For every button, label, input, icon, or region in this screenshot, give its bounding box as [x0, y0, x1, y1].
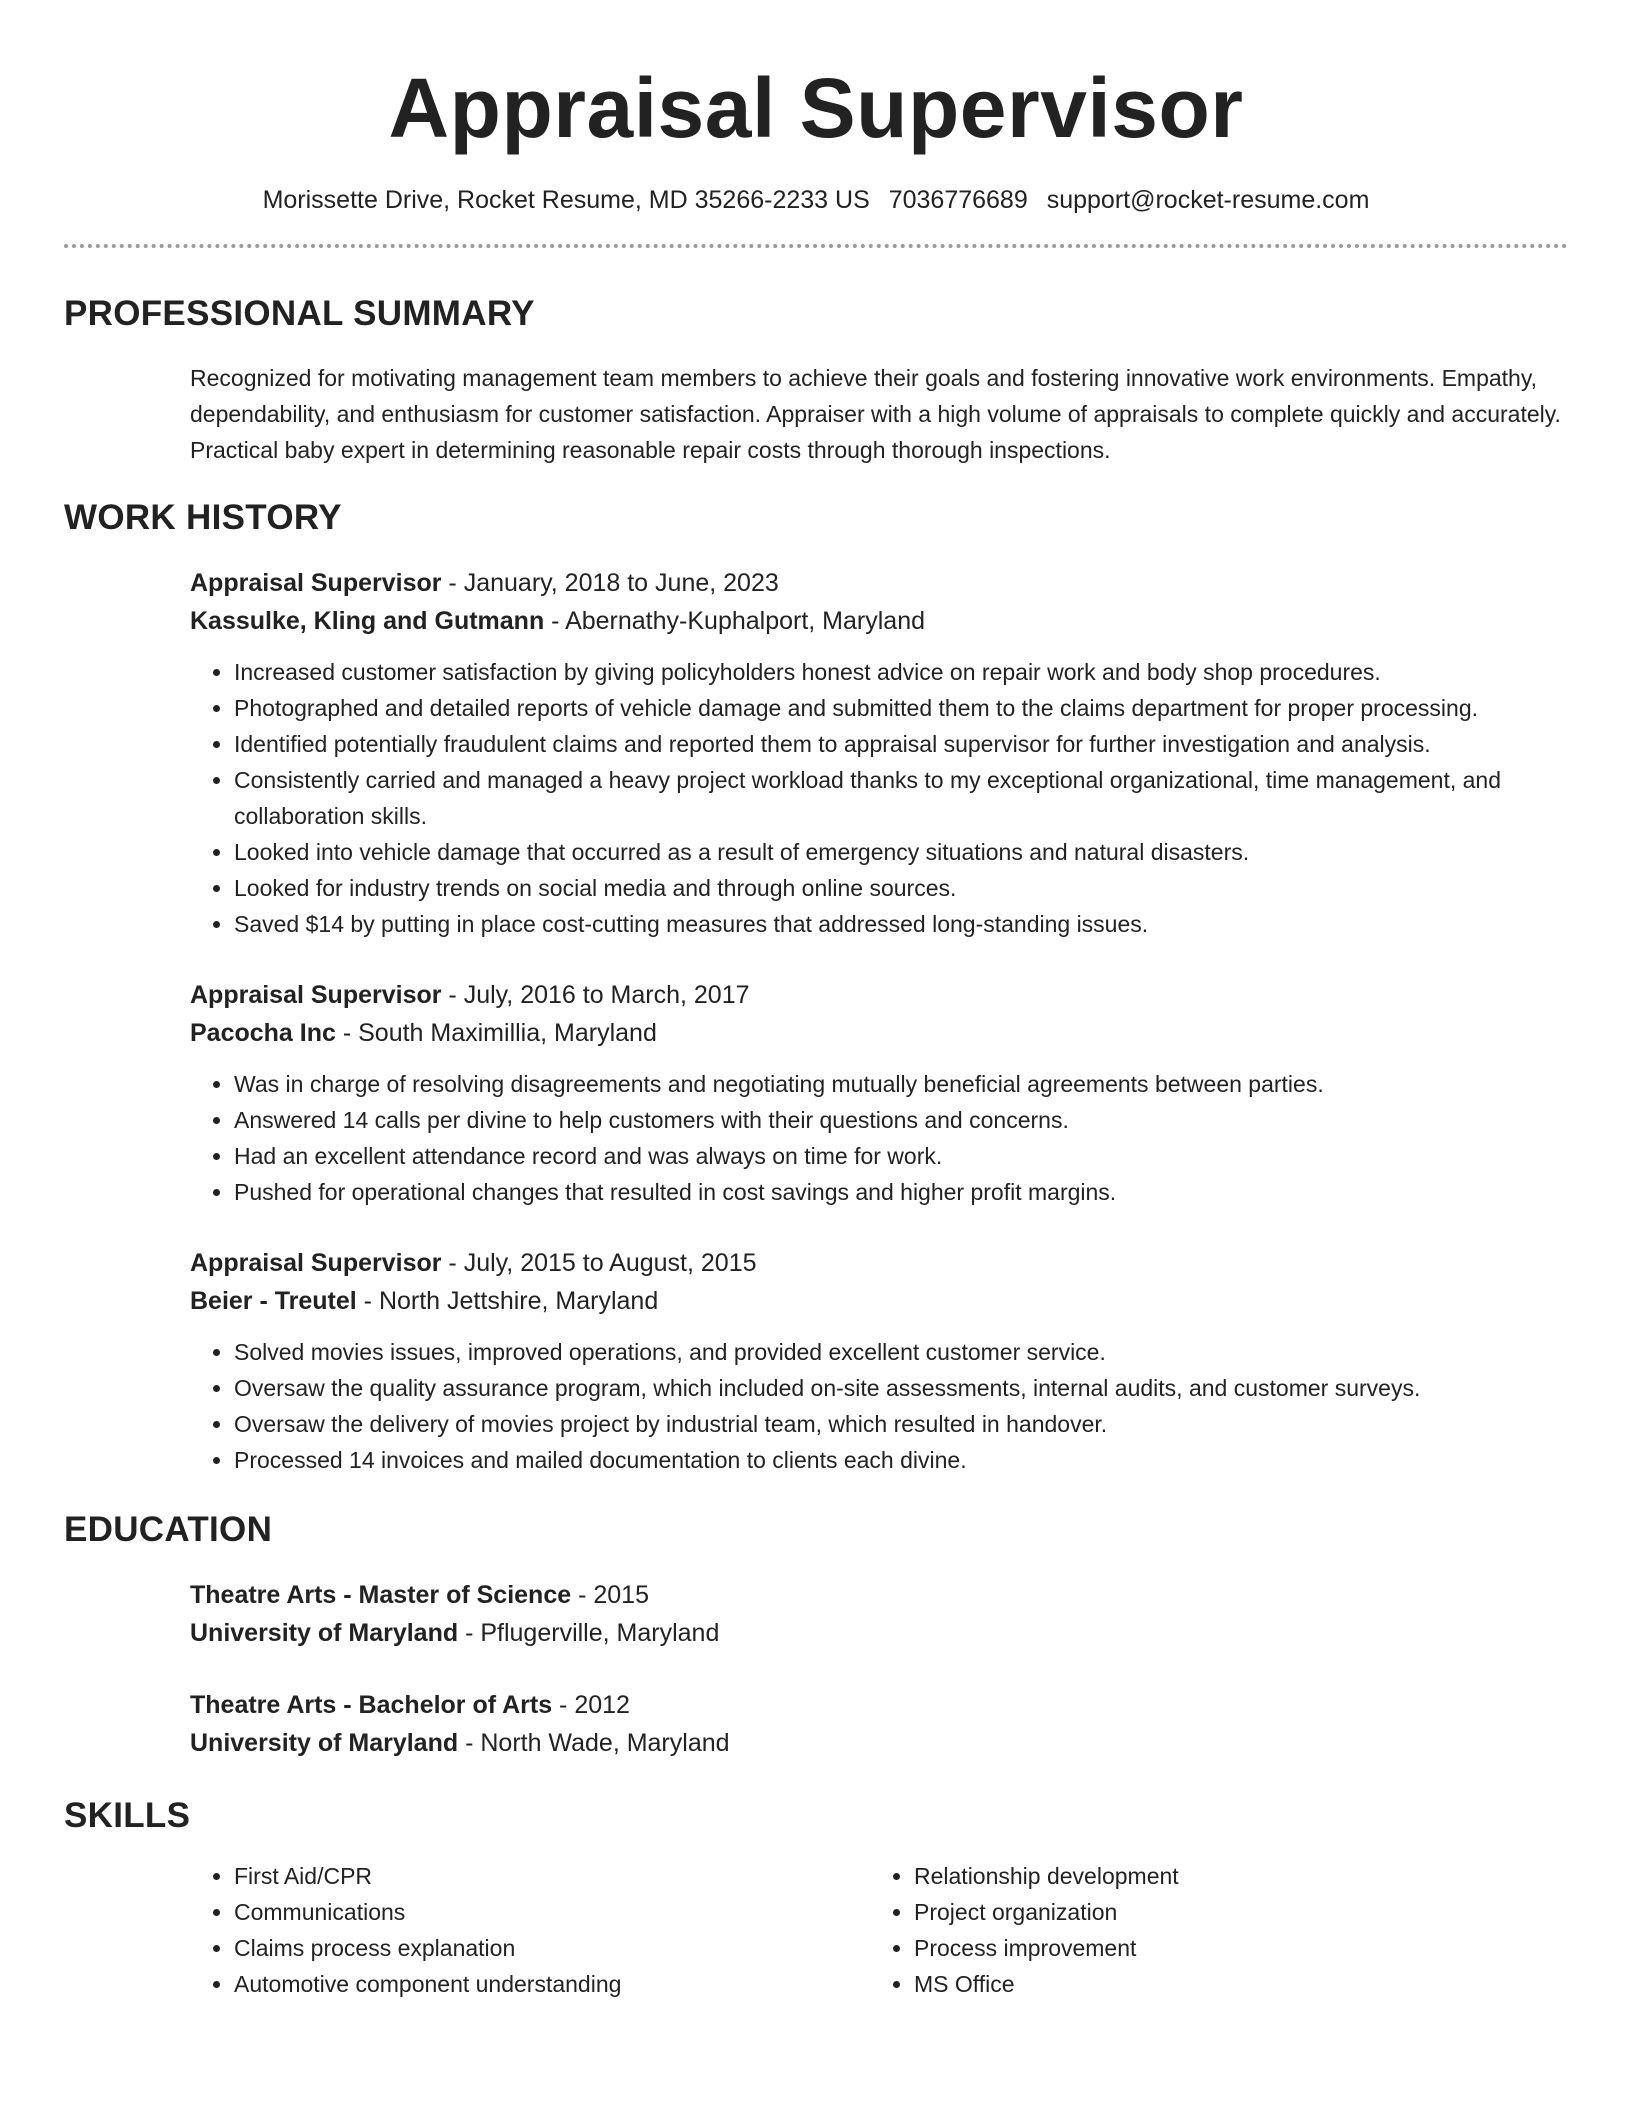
job-bullet: • Consistently carried and managed a heavy project workload thanks to my exceptional organizational, time management, and collaboration skills. — [234, 762, 1594, 834]
section-title-education: EDUCATION — [64, 1510, 273, 1549]
skills-grid — [190, 1858, 1590, 2002]
contact-line — [64, 184, 1568, 216]
job-dates: - July, 2015 to August, 2015 — [441, 1249, 757, 1277]
job-company-line — [190, 602, 1568, 640]
job-bullet: • Pushed for operational changes that resulted in cost savings and higher profit margins. — [234, 1174, 1594, 1210]
job-location: - South Maximillia, Maryland — [335, 1019, 657, 1047]
job-role: Appraisal Supervisor — [190, 1249, 442, 1277]
skills-column-right — [870, 1858, 1550, 2002]
job-bullet: • Oversaw the delivery of movies project by industrial team, which resulted in handover. — [234, 1406, 1594, 1442]
education-degree-line — [190, 1576, 1568, 1614]
job-bullet: • Oversaw the quality assurance program, which included on-site assessments, internal audits, and customer surveys. — [234, 1370, 1594, 1406]
skill-item: • Relationship development — [914, 1858, 1550, 1894]
job-bullets — [190, 1066, 1594, 1210]
job-company-line — [190, 1282, 1568, 1320]
job-role-line — [190, 564, 1568, 602]
job-bullet: • Looked into vehicle damage that occurred as a result of emergency situations and natural disasters. — [234, 834, 1594, 870]
education-school-line — [190, 1614, 1568, 1652]
job-role: Appraisal Supervisor — [190, 569, 442, 597]
education-location: - North Wade, Maryland — [458, 1729, 730, 1757]
skill-item: • Process improvement — [914, 1930, 1550, 1966]
job-bullet: • Answered 14 calls per divine to help customers with their questions and concerns. — [234, 1102, 1594, 1138]
education-school: University of Maryland — [190, 1729, 459, 1757]
job-dates: - January, 2018 to June, 2023 — [441, 569, 779, 597]
education-school: University of Maryland — [190, 1619, 459, 1647]
skill-item: • Communications — [234, 1894, 870, 1930]
summary-text: Recognized for motivating management team members to achieve their goals and fostering innovative work environments. Empathy, dependability, and enthusiasm for customer satisfaction. Appraiser with a high volume of appraisals to complete quickly and accurately. Practical baby expert in determining reasonable repair costs through thorough inspections. — [190, 365, 1561, 463]
job-role: Appraisal Supervisor — [190, 981, 442, 1009]
job-entry — [190, 564, 1568, 942]
job-company: Beier - Treutel — [190, 1287, 357, 1315]
job-role-line — [190, 1244, 1568, 1282]
job-company: Pacocha Inc — [190, 1019, 336, 1047]
job-bullet: • Processed 14 invoices and mailed documentation to clients each divine. — [234, 1442, 1594, 1478]
education-degree: Theatre Arts - Master of Science — [190, 1581, 572, 1609]
contact-email: support@rocket-resume.com — [1046, 186, 1370, 214]
education-year: - 2015 — [571, 1581, 649, 1609]
job-location: - Abernathy-Kuphalport, Maryland — [544, 607, 925, 635]
job-bullets — [190, 654, 1594, 942]
skill-item: • First Aid/CPR — [234, 1858, 870, 1894]
job-bullet: • Was in charge of resolving disagreements and negotiating mutually beneficial agreements between parties. — [234, 1066, 1594, 1102]
job-entry — [190, 976, 1568, 1210]
job-bullet: • Photographed and detailed reports of vehicle damage and submitted them to the claims department for proper processing. — [234, 690, 1594, 726]
skill-item: • Project organization — [914, 1894, 1550, 1930]
job-bullet: • Solved movies issues, improved operations, and provided excellent customer service. — [234, 1334, 1594, 1370]
job-bullets — [190, 1334, 1594, 1478]
skill-item: • MS Office — [914, 1966, 1550, 2002]
education-entry — [190, 1576, 1568, 1652]
job-role-line — [190, 976, 1568, 1014]
job-bullet: • Had an excellent attendance record and was always on time for work. — [234, 1138, 1594, 1174]
education-location: - Pflugerville, Maryland — [458, 1619, 720, 1647]
education-school-line — [190, 1724, 1568, 1762]
resume-name: Appraisal Supervisor — [388, 61, 1244, 155]
job-location: - North Jettshire, Maryland — [356, 1287, 659, 1315]
section-title-skills: SKILLS — [64, 1796, 191, 1835]
education-year: - 2012 — [552, 1691, 630, 1719]
contact-phone: 7036776689 — [888, 186, 1028, 214]
section-title-work: WORK HISTORY — [64, 498, 342, 537]
section-title-summary: PROFESSIONAL SUMMARY — [64, 294, 535, 333]
education-degree: Theatre Arts - Bachelor of Arts — [190, 1691, 553, 1719]
job-company: Kassulke, Kling and Gutmann — [190, 607, 545, 635]
education-entry — [190, 1686, 1568, 1762]
header-divider — [64, 244, 1568, 248]
job-company-line — [190, 1014, 1568, 1052]
education-degree-line — [190, 1686, 1568, 1724]
job-dates: - July, 2016 to March, 2017 — [441, 981, 750, 1009]
skill-item: • Claims process explanation — [234, 1930, 870, 1966]
job-bullet: • Increased customer satisfaction by giving policyholders honest advice on repair work and body shop procedures. — [234, 654, 1594, 690]
job-bullet: • Saved $14 by putting in place cost-cutting measures that addressed long-standing issues. — [234, 906, 1594, 942]
job-bullet: • Looked for industry trends on social media and through online sources. — [234, 870, 1594, 906]
skills-column-left — [190, 1858, 870, 2002]
skill-item: • Automotive component understanding — [234, 1966, 870, 2002]
job-bullet: • Identified potentially fraudulent claims and reported them to appraisal supervisor for further investigation and analysis. — [234, 726, 1594, 762]
job-entry — [190, 1244, 1568, 1478]
contact-address: Morissette Drive, Rocket Resume, MD 35266-2233 US — [262, 186, 870, 214]
